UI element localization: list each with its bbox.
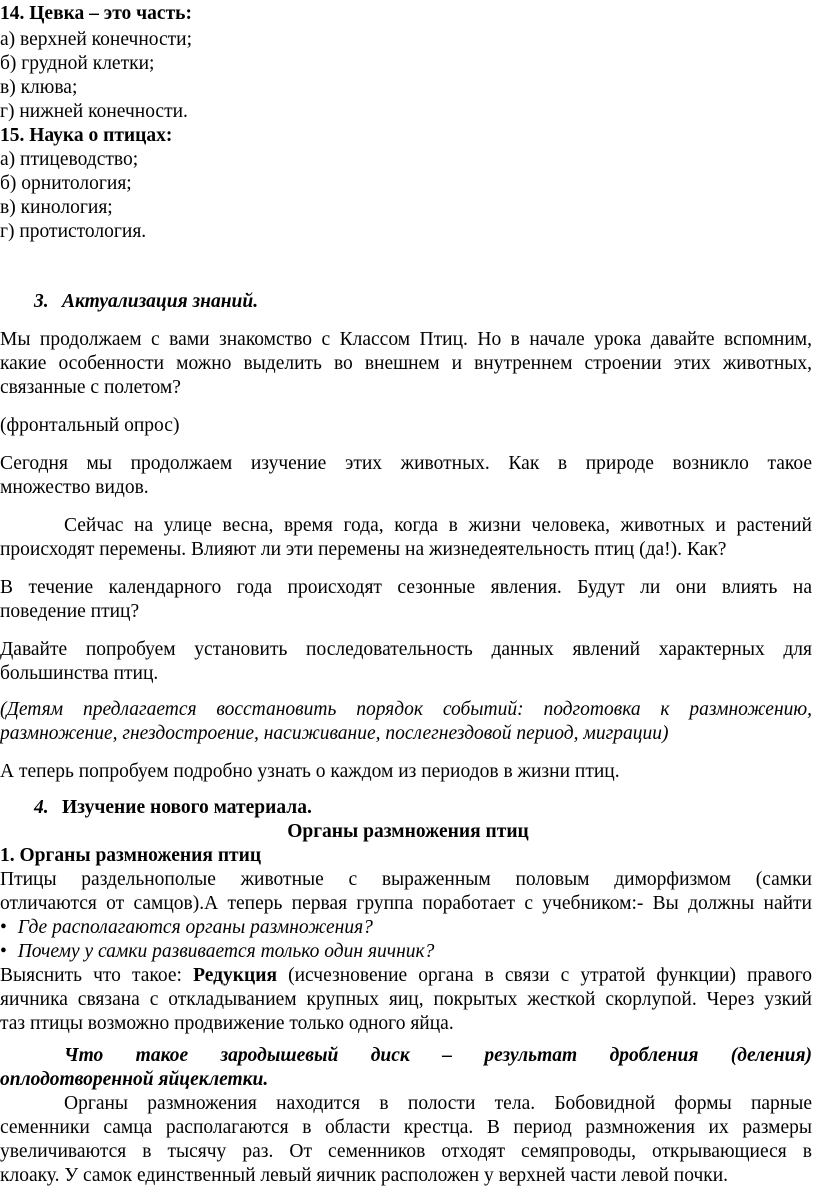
bullet-icon: • — [0, 917, 7, 938]
paragraph-6-line-2: большинства птиц. — [0, 663, 159, 684]
question-14-option-b: б) грудной клетки; — [0, 53, 155, 74]
section-3-number: 3. — [34, 291, 49, 312]
bullet-text-2: Почему у самки развивается только один яичник? — [17, 941, 435, 962]
paragraph-7-line-1: (Детям предлагается восстановить порядок событий: подготовка к размножению, — [0, 699, 812, 720]
paragraph-10-line-2: яичника связана с откладыванием крупных яиц, покрытых жесткой скорлупой. Через узкий — [0, 989, 812, 1010]
paragraph-11-line-2: оплодотворенной яйцеклетки. — [0, 1069, 269, 1090]
paragraph-1-line-2: какие особенности можно выделить во внешнем и внутреннем строении этих животных, — [0, 353, 812, 374]
question-15-option-d: г) протистология. — [0, 221, 147, 242]
term-reduction: Редукция — [193, 965, 278, 986]
subheading-1: 1. Органы размножения птиц — [0, 845, 262, 866]
paragraph-4-line-2: происходят перемены. Влияют ли эти перемены на жизнедеятельность птиц (да!). Как? — [0, 539, 727, 560]
question-15-option-b: б) орнитология; — [0, 173, 132, 194]
paragraph-4-line-1: Сейчас на улице весна, время года, когда в жизни человека, животных и растений — [64, 515, 812, 536]
paragraph-6-line-1: Давайте попробуем установить последовательность данных явлений характерных для — [0, 639, 812, 660]
section-3-title: Актуализация знаний. — [62, 291, 259, 312]
bullet-icon: • — [0, 941, 7, 962]
paragraph-5-line-1: В течение календарного года происходят сезонные явления. Будут ли они влиять на — [0, 577, 812, 598]
bullet-text-1: Где располагаются органы размножения? — [17, 917, 373, 938]
paragraph-8: А теперь попробуем подробно узнать о каждом из периодов в жизни птиц. — [0, 761, 620, 782]
paragraph-1-line-3: связанные с полетом? — [0, 377, 181, 398]
paragraph-10-lead: Выяснить что такое: — [0, 965, 194, 986]
paragraph-7-line-2: размножение, гнездостроение, насиживание, послегнездовой период, миграции) — [0, 723, 669, 744]
paragraph-12-line-3: увеличиваются в тысячу раз. От семенников отходят семяпроводы, открывающиеся в — [0, 1141, 812, 1162]
paragraph-12-line-1: Органы размножения находится в полости тела. Бобовидной формы парные — [64, 1093, 812, 1114]
paragraph-5-line-2: поведение птиц? — [0, 601, 140, 622]
paragraph-2: (фронтальный опрос) — [0, 415, 180, 436]
question-15-option-c: в) кинология; — [0, 197, 113, 218]
question-14-title: 14. Цевка – это часть: — [0, 3, 192, 24]
question-14-option-d: г) нижней конечности. — [0, 101, 188, 122]
question-15-title: 15. Наука о птицах: — [0, 125, 173, 146]
bullet-item-1 — [0, 916, 373, 940]
paragraph-3-line-1: Сегодня мы продолжаем изучение этих животных. Как в природе возникло такое — [0, 453, 812, 474]
paragraph-1-line-1: Мы продолжаем с вами знакомство с Классом Птиц. Но в начале урока давайте вспомним, — [0, 329, 812, 350]
bullet-item-2 — [0, 940, 434, 964]
paragraph-10-line-3: таз птицы возможно продвижение только одного яйца. — [0, 1013, 454, 1034]
paragraph-11-line-1: Что такое зародышевый диск – результат дробления (деления) — [64, 1045, 812, 1066]
paragraph-12-line-4: клоаку. У самок единственный левый яичник расположен у верхней части левой почки. — [0, 1165, 729, 1186]
section-4-title: Изучение нового материала. — [62, 797, 312, 818]
paragraph-10-rest: (исчезновение органа в связи с утратой функции) правого — [277, 965, 812, 986]
question-14-option-c: в) клюва; — [0, 77, 78, 98]
center-title: Органы размножения птиц — [287, 821, 529, 842]
paragraph-12-line-2: семенники самца располагаются в области крестца. В период размножения их размеры — [0, 1117, 812, 1138]
question-14-option-a: а) верхней конечности; — [0, 29, 193, 50]
question-15-option-a: а) птицеводство; — [0, 149, 139, 170]
paragraph-10-line-1 — [0, 964, 812, 988]
section-4-number: 4. — [34, 797, 49, 818]
paragraph-9-line-2: отличаются от самцов).А теперь первая группа поработает с учебником:- Вы должны найти — [0, 893, 812, 914]
paragraph-9-line-1: Птицы раздельнополые животные с выраженным половым диморфизмом (самки — [0, 869, 812, 890]
paragraph-3-line-2: множество видов. — [0, 477, 149, 498]
